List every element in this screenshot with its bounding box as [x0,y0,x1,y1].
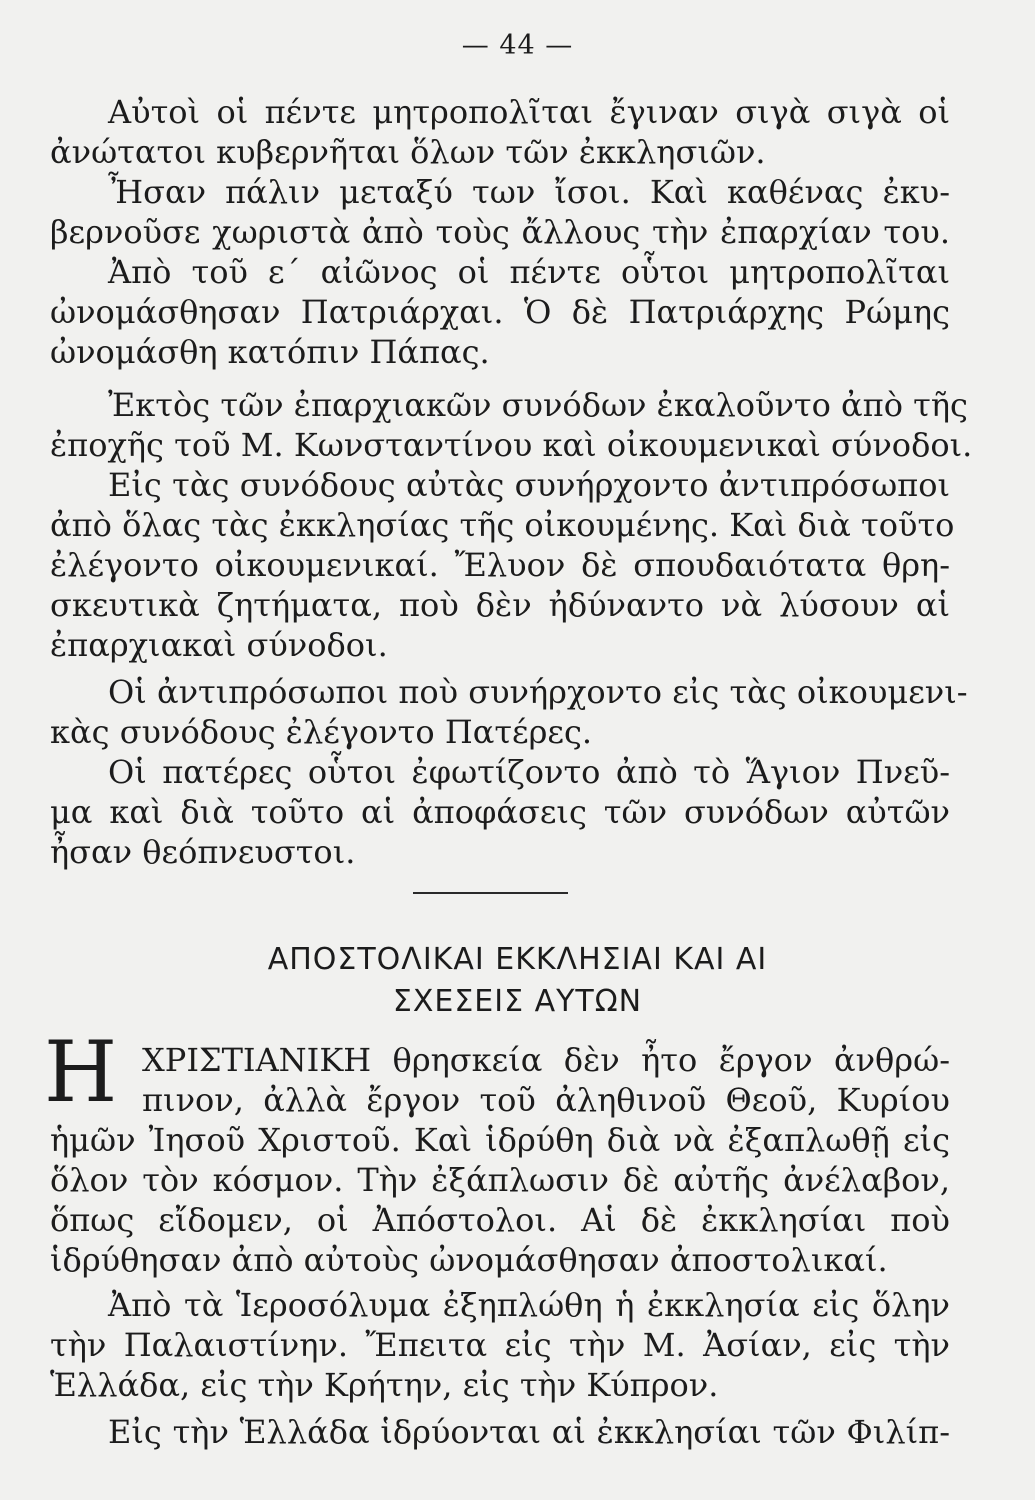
text-line: ὠνομάσθη κατόπιν Πάπας. [50,333,490,371]
section-heading-line-1: ΑΠΟΣΤΟΛΙΚΑΙ ΕΚΚΛΗΣΙΑΙ ΚΑΙ ΑΙ [267,942,768,977]
page-number: — 44 — [461,30,574,61]
text-line: ἱδρύθησαν ἀπὸ αὐτοὺς ὠνομάσθησαν ἀποστολικαί. [50,1241,888,1279]
text-line: ἐπαρχιακαὶ σύνοδοι. [50,626,388,664]
text-line: Ἐκτὸς τῶν ἐπαρχιακῶν συνόδων ἐκαλοῦντο ἀπὸ τῆς [108,386,968,424]
text-line: τὴν Παλαιστίνην. Ἔπειτα εἰς τὴν Μ. Ἀσίαν, εἰς τὴν [50,1326,950,1364]
text-line: ἡμῶν Ἰησοῦ Χριστοῦ. Καὶ ἱδρύθη διὰ νὰ ἐξαπλωθῇ εἰς [50,1121,950,1159]
text-line: Αὐτοὶ οἱ πέντε μητροπολῖται ἔγιναν σιγὰ σιγὰ οἱ [108,93,950,131]
text-line: Ἦσαν πάλιν μεταξύ των ἴσοι. Καὶ καθένας ἐκυ- [108,173,950,211]
text-line: ἐλέγοντο οἰκουμενικαί. Ἔλυον δὲ σπουδαιότατα θρη- [50,546,950,584]
text-line: ἀνώτατοι κυβερνῆται ὅλων τῶν ἐκκλησιῶν. [50,133,766,171]
section-heading-line-2: ΣΧΕΣΕΙΣ ΑΥΤΩΝ [392,984,643,1019]
text-line: ΧΡΙΣΤΙΑΝΙΚΗ θρησκεία δὲν ἦτο ἔργον ἀνθρώ- [142,1041,950,1079]
text-line: ἦσαν θεόπνευστοι. [50,833,356,871]
text-line: ὠνομάσθησαν Πατριάρχαι. Ὁ δὲ Πατριάρχης Ρώμης [50,293,950,331]
text-line: ἐποχῆς τοῦ Μ. Κωνσταντίνου καὶ οἰκουμενικαὶ σύνοδοι. [50,426,973,464]
text-line: ὅλον τὸν κόσμον. Τὴν ἐξάπλωσιν δὲ αὐτῆς ἀνέλαβον, [50,1161,950,1199]
section-divider [413,892,568,894]
text-line: ἀπὸ ὅλας τὰς ἐκκλησίας τῆς οἰκουμένης. Καὶ διὰ τοῦτο [50,506,955,544]
text-line: Ἑλλάδα, εἰς τὴν Κρήτην, εἰς τὴν Κύπρον. [50,1366,719,1404]
text-line: Οἱ πατέρες οὗτοι ἐφωτίζοντο ἀπὸ τὸ Ἅγιον Πνεῦ- [108,753,950,791]
text-line: Ἀπὸ τὰ Ἱεροσόλυμα ἐξηπλώθη ἡ ἐκκλησία εἰς ὅλην [108,1286,950,1324]
text-line: Ἀπὸ τοῦ ε΄ αἰῶνος οἱ πέντε οὗτοι μητροπολῖται [108,253,950,291]
text-line: Οἱ ἀντιπρόσωποι ποὺ συνήρχοντο εἰς τὰς οἰκουμενι- [108,673,968,711]
text-line: βερνοῦσε χωριστὰ ἀπὸ τοὺς ἄλλους τὴν ἐπαρχίαν του. [50,213,950,251]
drop-cap: Η [44,1023,118,1121]
text-line: Εἰς τὰς συνόδους αὐτὰς συνήρχοντο ἀντιπρόσωποι [108,466,950,504]
text-line: πινον, ἀλλὰ ἔργον τοῦ ἀληθινοῦ Θεοῦ, Κυρίου [142,1081,950,1119]
text-line: κὰς συνόδους ἐλέγοντο Πατέρες. [50,713,593,751]
text-line: ὅπως εἴδομεν, οἱ Ἀπόστολοι. Αἱ δὲ ἐκκλησίαι ποὺ [50,1201,950,1239]
text-line: σκευτικὰ ζητήματα, ποὺ δὲν ἠδύναντο νὰ λύσουν αἱ [50,586,950,624]
text-line: μα καὶ διὰ τοῦτο αἱ ἀποφάσεις τῶν συνόδων αὐτῶν [50,793,950,831]
text-line: Εἰς τὴν Ἑλλάδα ἱδρύονται αἱ ἐκκλησίαι τῶν Φιλίπ- [108,1413,950,1451]
